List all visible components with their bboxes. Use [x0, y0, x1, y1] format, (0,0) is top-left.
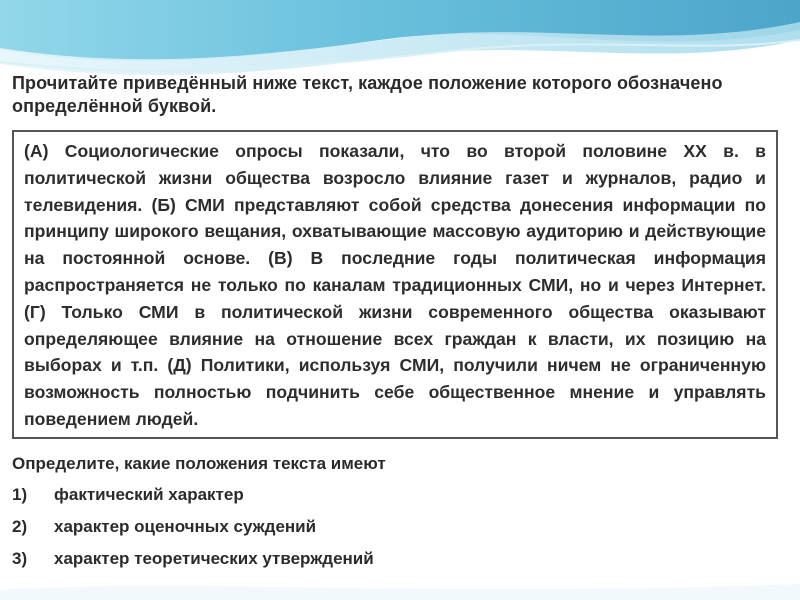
- option-item-2: [12, 511, 788, 543]
- option-text: характер теоретических утверждений: [54, 548, 374, 568]
- instruction-title: Прочитайте приведённый ниже текст, каждое положение которого обозначено определённой буквой.: [12, 73, 723, 116]
- option-number: 1): [12, 484, 28, 504]
- option-number: 3): [12, 548, 28, 568]
- footer-wave-decoration: [0, 560, 800, 600]
- passage-box: (А) Социологические опросы показали, что во второй половине XX в. в политической жизни общества возросло влияние газет и журналов, радио и телевидения. (Б) СМИ представляют собой средства донесения информации по принципу широкого вещания, охватывающие массовую аудиторию и действующие на постоянной основе. (В) В последние годы политическая информация распространяется не только по каналам традиционных СМИ, но и через Интернет. (Г) Только СМИ в политической жизни современного общества оказывают определяющее влияние на отношение всех граждан к власти, их позицию на выборах и т.п. (Д) Политики, используя СМИ, получили ничем не ограниченную возможность полностью подчинить себе общественное мнение и управлять поведением людей.: [12, 130, 778, 439]
- option-text: фактический характер: [54, 484, 244, 504]
- option-text: характер оценочных суждений: [54, 516, 317, 536]
- question-prompt: Определите, какие положения текста имеют: [12, 453, 386, 473]
- document-body: [12, 72, 788, 575]
- header-wave-decoration: [0, 0, 800, 80]
- option-item-1: [12, 479, 788, 511]
- option-number: 2): [12, 516, 28, 536]
